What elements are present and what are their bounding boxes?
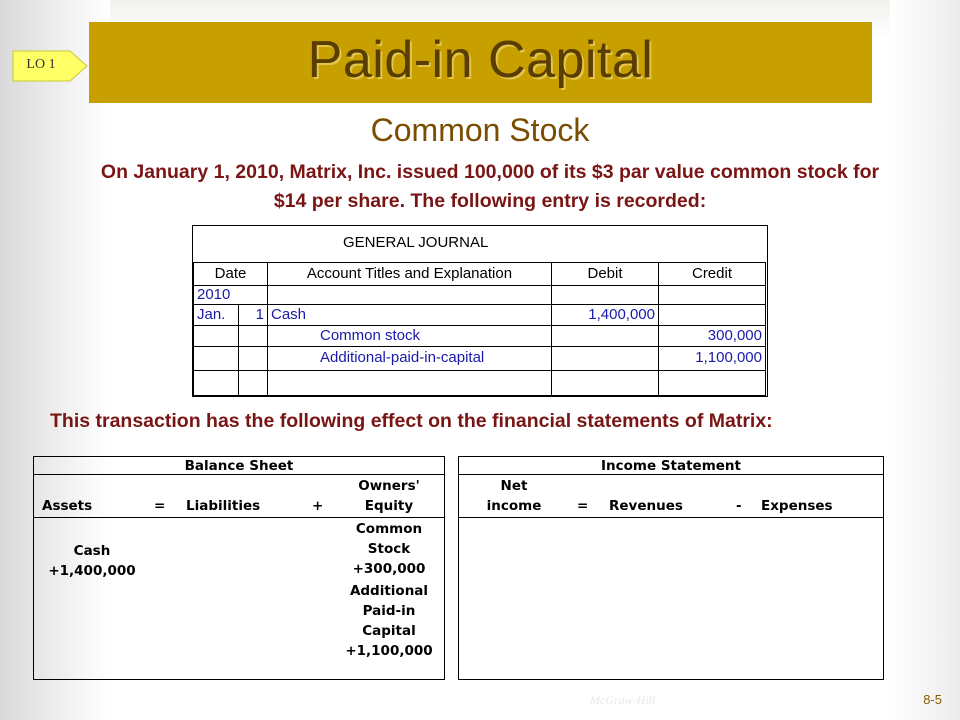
- right-background-gradient: [890, 0, 960, 720]
- bs-liabilities: Liabilities: [186, 498, 261, 514]
- divider: [459, 474, 883, 475]
- table-cell: [193, 346, 239, 371]
- bs-apic-label-1: Additional: [349, 583, 429, 599]
- bs-cash-label: Cash: [73, 543, 111, 559]
- header-account: Account Titles and Explanation: [267, 262, 552, 286]
- bs-plus: +: [312, 498, 324, 514]
- bs-apic-label-3: Capital: [362, 623, 416, 639]
- table-cell: [193, 325, 239, 347]
- slide-subtitle: Common Stock: [370, 112, 590, 148]
- table-cell: [238, 346, 268, 371]
- journal-title: GENERAL JOURNAL: [343, 234, 489, 251]
- general-journal-table: [192, 225, 768, 397]
- is-expenses: Expenses: [761, 498, 833, 514]
- bs-apic-label-2: Paid-in: [362, 603, 416, 619]
- journal-credit-apic: 1,100,000: [658, 346, 766, 371]
- table-cell: [551, 346, 659, 371]
- is-revenues: Revenues: [609, 498, 683, 514]
- journal-account-common-stock: Common stock: [267, 325, 552, 347]
- journal-account-apic: Additional-paid-in-capital: [267, 346, 552, 371]
- bs-equals: =: [154, 498, 166, 514]
- bs-common-value: +300,000: [352, 561, 426, 577]
- divider: [459, 517, 883, 518]
- bs-apic-value: +1,100,000: [345, 643, 433, 659]
- journal-debit-cash: 1,400,000: [551, 304, 659, 326]
- header-debit: Debit: [551, 262, 659, 286]
- table-cell: [193, 370, 239, 396]
- table-cell: [551, 285, 659, 305]
- journal-credit-common-stock: 300,000: [658, 325, 766, 347]
- balance-sheet-effect: [33, 456, 445, 680]
- divider: [34, 474, 444, 475]
- is-minus: -: [736, 498, 742, 514]
- divider: [34, 517, 444, 518]
- journal-day: 1: [238, 304, 268, 326]
- bs-assets: Assets: [42, 498, 93, 514]
- table-cell: [658, 285, 766, 305]
- slide-title: Paid-in Capital: [307, 31, 654, 89]
- income-statement-effect: [458, 456, 884, 680]
- table-cell: [551, 370, 659, 396]
- table-cell: [267, 285, 552, 305]
- intro-paragraph: On January 1, 2010, Matrix, Inc. issued 100,000 of its $3 par value common stock for $14 per share. The following entry is recorded:: [100, 161, 880, 212]
- journal-account-cash: Cash: [267, 304, 552, 326]
- journal-month: Jan.: [193, 304, 239, 326]
- lo-tag: LO 1: [26, 57, 56, 72]
- table-cell: [238, 370, 268, 396]
- table-cell: [267, 370, 552, 396]
- table-cell: [658, 370, 766, 396]
- bs-equity: Equity: [364, 498, 414, 514]
- is-income: income: [486, 498, 542, 514]
- is-net: Net: [500, 478, 528, 494]
- table-cell: [551, 325, 659, 347]
- effect-paragraph: This transaction has the following effect on the financial statements of Matrix:: [50, 410, 773, 432]
- balance-sheet-title: Balance Sheet: [184, 458, 294, 474]
- table-cell: [658, 304, 766, 326]
- bs-cash-value: +1,400,000: [48, 563, 136, 579]
- bs-common-label-1: Common: [355, 521, 423, 537]
- header-credit: Credit: [658, 262, 766, 286]
- bs-common-label-2: Stock: [367, 541, 411, 557]
- bs-owners: Owners': [358, 478, 420, 494]
- footer-watermark: McGraw-Hill: [590, 693, 656, 707]
- page-number: 8-5: [923, 692, 942, 707]
- is-equals: =: [577, 498, 589, 514]
- table-cell: [238, 325, 268, 347]
- header-date: Date: [193, 262, 268, 286]
- income-statement-title: Income Statement: [600, 458, 742, 474]
- journal-year: 2010: [193, 285, 268, 305]
